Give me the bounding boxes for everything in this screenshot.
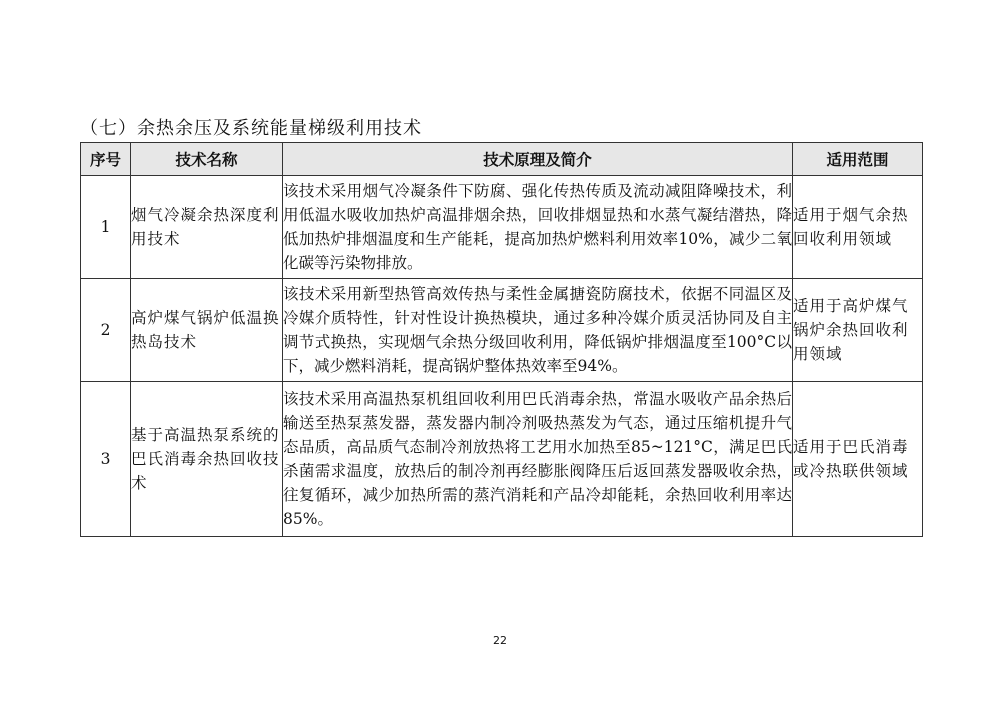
table-row [81, 382, 923, 537]
application-scope: 适用于烟气余热回收利用领域 [793, 176, 923, 279]
header-scope: 适用范围 [793, 143, 923, 176]
row-number: 2 [81, 279, 131, 382]
technology-table [80, 142, 923, 537]
page-number: 22 [493, 634, 507, 647]
table-header-row [81, 143, 923, 176]
header-name: 技术名称 [131, 143, 283, 176]
header-no: 序号 [81, 143, 131, 176]
technology-description: 该技术采用新型热管高效传热与柔性金属搪瓷防腐技术，依据不同温区及冷媒介质特性，针对性设计换热模块，通过多种冷媒介质灵活协同及自主调节式换热，实现烟气余热分级回收利用，降低锅炉排烟温度至100°C以下，减少燃料消耗，提高锅炉整体热效率至94%。 [283, 279, 793, 382]
row-number: 1 [81, 176, 131, 279]
table-row [81, 279, 923, 382]
header-description: 技术原理及简介 [283, 143, 793, 176]
table-row [81, 176, 923, 279]
application-scope: 适用于巴氏消毒或冷热联供领域 [793, 382, 923, 537]
application-scope: 适用于高炉煤气锅炉余热回收利用领域 [793, 279, 923, 382]
technology-name: 高炉煤气锅炉低温换热岛技术 [131, 279, 283, 382]
row-number: 3 [81, 382, 131, 537]
technology-description: 该技术采用烟气冷凝条件下防腐、强化传热传质及流动减阻降噪技术，利用低温水吸收加热炉高温排烟余热，回收排烟显热和水蒸气凝结潜热，降低加热炉排烟温度和生产能耗，提高加热炉燃料利用效率10%，减少二氧化碳等污染物排放。 [283, 176, 793, 279]
technology-name: 烟气冷凝余热深度利用技术 [131, 176, 283, 279]
technology-name: 基于高温热泵系统的巴氏消毒余热回收技术 [131, 382, 283, 537]
technology-description: 该技术采用高温热泵机组回收利用巴氏消毒余热，常温水吸收产品余热后输送至热泵蒸发器，蒸发器内制冷剂吸热蒸发为气态，通过压缩机提升气态品质，高品质气态制冷剂放热将工艺用水加热至85~121°C，满足巴氏杀菌需求温度，放热后的制冷剂再经膨胀阀降压后返回蒸发器吸收余热，往复循环，减少加热所需的蒸汽消耗和产品冷却能耗，余热回收利用率达85%。 [283, 382, 793, 537]
section-title: （七）余热余压及系统能量梯级利用技术 [80, 118, 422, 139]
